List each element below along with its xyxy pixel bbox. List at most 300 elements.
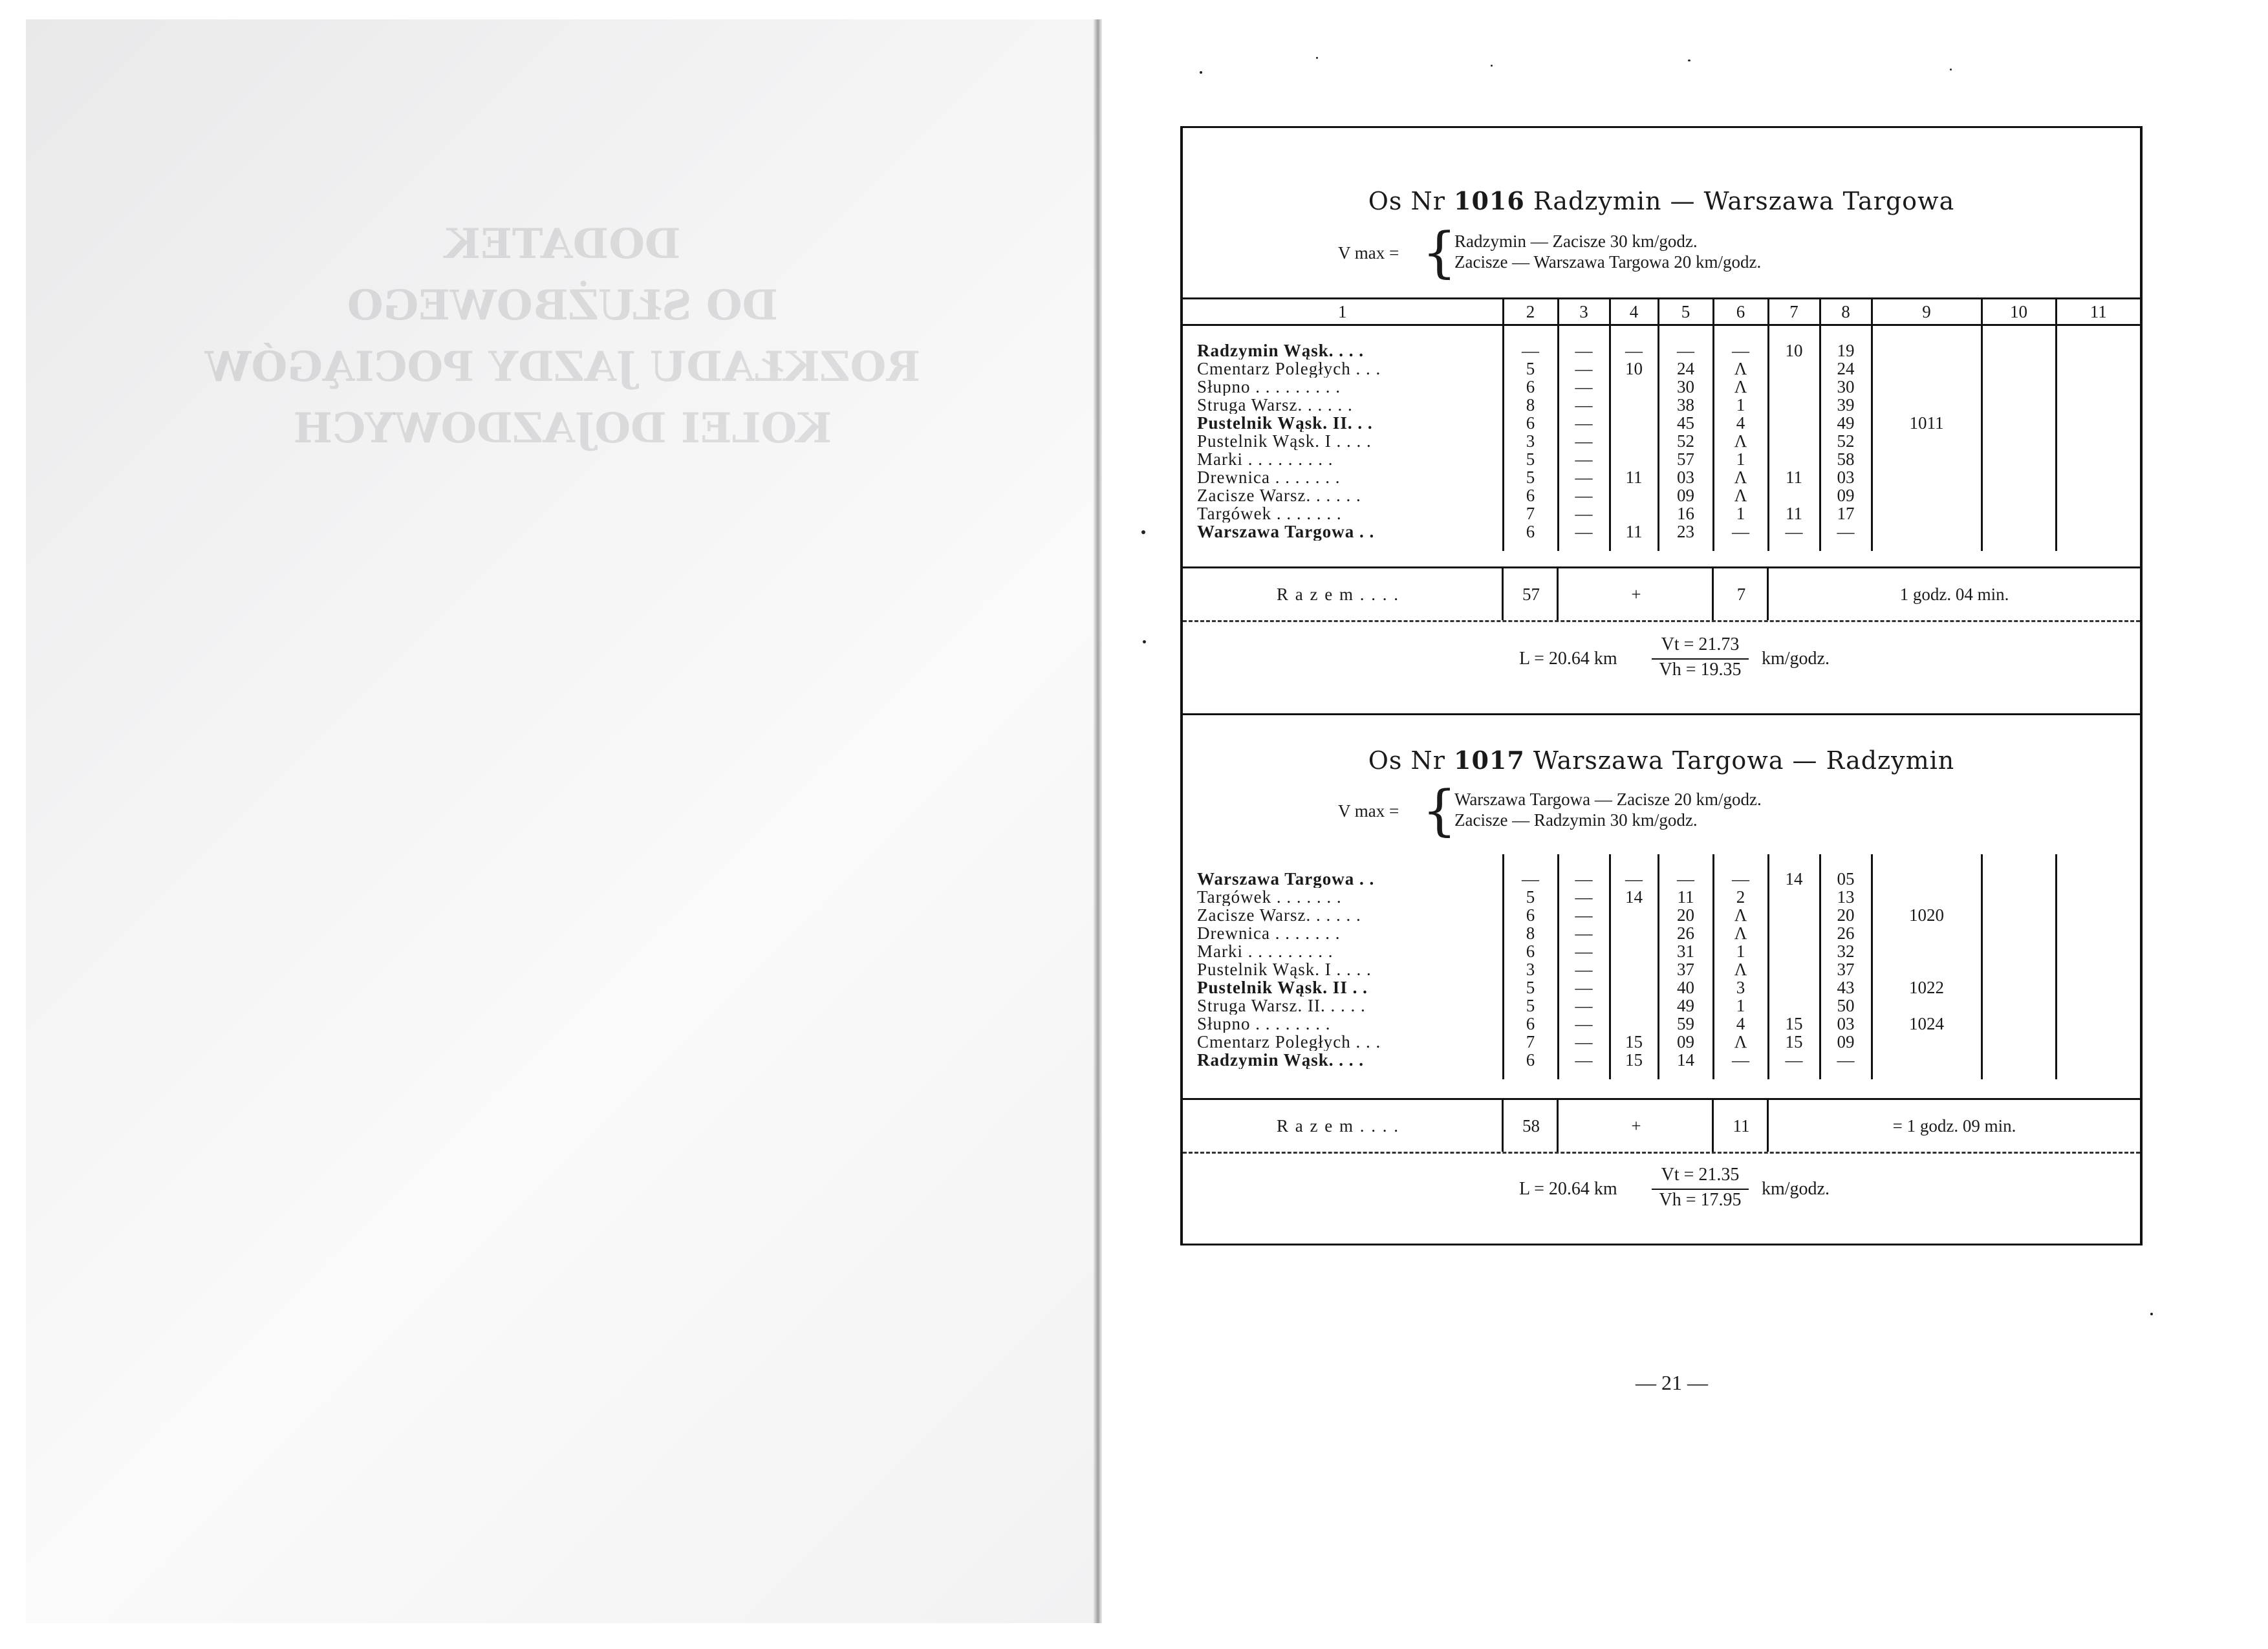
page-number: — 21 —: [1636, 1371, 1708, 1394]
empty-cell: [2056, 486, 2140, 504]
empty-cell: [1982, 888, 2056, 906]
cell-c2: 6: [1503, 378, 1558, 396]
empty-cell: [1982, 468, 2056, 486]
cell-c5: 24: [1658, 360, 1713, 378]
cell-c3: —: [1558, 432, 1610, 450]
table-row: [1183, 504, 2140, 523]
cell-c2: 5: [1503, 468, 1558, 486]
brace-icon: {: [1422, 221, 1457, 284]
cell-c8: 50: [1820, 997, 1872, 1015]
table-row: [1183, 486, 2140, 504]
cell-c4: 11: [1610, 468, 1658, 486]
empty-cell: [2056, 378, 2140, 396]
cell-c9: [1872, 468, 1982, 486]
cell-c9: [1872, 1033, 1982, 1051]
station-name: Pustelnik Wąsk. II. . .: [1183, 414, 1503, 432]
station-name: Marki . . . . . . . . .: [1183, 450, 1503, 468]
vmax-label: V max =: [1338, 243, 1399, 263]
cell-c3: —: [1558, 414, 1610, 432]
cell-c9: [1872, 1051, 1982, 1069]
cell-c9: [1872, 504, 1982, 523]
cell-c9: 1022: [1872, 978, 1982, 997]
empty-cell: [2056, 1015, 2140, 1033]
cell-c9: 1011: [1872, 414, 1982, 432]
cell-c7: [1768, 486, 1820, 504]
cell-c5: 23: [1658, 523, 1713, 541]
cell-c2: 8: [1503, 924, 1558, 942]
train-title: [1183, 186, 2140, 215]
empty-cell: [1982, 997, 2056, 1015]
cell-c7: [1768, 378, 1820, 396]
cell-c8: 20: [1820, 906, 1872, 924]
empty-cell: [2056, 1033, 2140, 1051]
empty-cell: [2056, 523, 2140, 541]
cell-c8: 03: [1820, 468, 1872, 486]
book-spine: [1093, 19, 1102, 1623]
table-row: [1183, 1015, 2140, 1033]
cell-c4: —: [1610, 341, 1658, 360]
table-row: [1183, 341, 2140, 360]
empty-cell: [2056, 960, 2140, 978]
cell-c4: [1610, 396, 1658, 414]
cell-c6: —: [1713, 341, 1768, 360]
empty-cell: [1982, 906, 2056, 924]
empty-cell: [1982, 1051, 2056, 1069]
empty-cell: [2056, 870, 2140, 888]
empty-cell: [1982, 978, 2056, 997]
cell-c3: —: [1558, 378, 1610, 396]
empty-cell: [1982, 396, 2056, 414]
cell-c5: 38: [1658, 396, 1713, 414]
speed-unit: km/godz.: [1762, 649, 1830, 669]
scan-speck: [2150, 1313, 2153, 1315]
empty-cell: [2056, 396, 2140, 414]
cell-c8: 43: [1820, 978, 1872, 997]
header-cell: 8: [1820, 299, 1872, 325]
cell-c5: 49: [1658, 997, 1713, 1015]
station-name: Zacisze Warsz. . . . . .: [1183, 486, 1503, 504]
cell-c6: 2: [1713, 888, 1768, 906]
ghost-line: DODATEK: [444, 220, 681, 268]
table-row: [1183, 396, 2140, 414]
cell-c8: 32: [1820, 942, 1872, 960]
empty-cell: [1982, 523, 2056, 541]
cell-c6: Λ: [1713, 924, 1768, 942]
total-label: R a z e m . . . .: [1277, 585, 1399, 604]
cell-c2: 7: [1503, 1033, 1558, 1051]
cell-c9: 1020: [1872, 906, 1982, 924]
train-number: 1016: [1454, 186, 1525, 215]
cell-c9: [1872, 432, 1982, 450]
cell-c3: —: [1558, 960, 1610, 978]
right-page: [1103, 19, 2241, 1623]
station-name: Pustelnik Wąsk. I . . . .: [1183, 960, 1503, 978]
cell-c8: 19: [1820, 341, 1872, 360]
empty-cell: [1982, 870, 2056, 888]
total-time: = 1 godz. 09 min.: [1892, 1116, 2016, 1136]
vmax-line: Zacisze — Radzymin 30 km/godz.: [1454, 810, 1698, 830]
cell-c3: —: [1558, 1015, 1610, 1033]
section-separator: [1183, 713, 2140, 715]
cell-c6: —: [1713, 523, 1768, 541]
cell-c7: [1768, 942, 1820, 960]
cell-c6: Λ: [1713, 906, 1768, 924]
cell-c6: 4: [1713, 414, 1768, 432]
cell-c7: 15: [1768, 1015, 1820, 1033]
cell-c6: —: [1713, 1051, 1768, 1069]
cell-c3: —: [1558, 504, 1610, 523]
cell-c5: 09: [1658, 1033, 1713, 1051]
table-row: [1183, 906, 2140, 924]
cell-c9: [1872, 924, 1982, 942]
cell-c3: —: [1558, 997, 1610, 1015]
cell-c9: [1872, 523, 1982, 541]
cell-c7: [1768, 414, 1820, 432]
header-row: [1183, 299, 2140, 325]
cell-c9: [1872, 870, 1982, 888]
cell-c7: 10: [1768, 341, 1820, 360]
cell-c2: —: [1503, 870, 1558, 888]
empty-cell: [2056, 468, 2140, 486]
total-plus: +: [1631, 585, 1641, 604]
vt-text: Vt = 21.35: [1661, 1165, 1740, 1185]
table-row: [1183, 450, 2140, 468]
vh-text: Vh = 17.95: [1659, 1190, 1742, 1210]
total-stop: 7: [1736, 585, 1746, 604]
cell-c5: 11: [1658, 888, 1713, 906]
cell-c4: [1610, 504, 1658, 523]
cell-c6: Λ: [1713, 486, 1768, 504]
cell-c6: 3: [1713, 978, 1768, 997]
empty-cell: [1982, 432, 2056, 450]
cell-c3: —: [1558, 1051, 1610, 1069]
cell-c7: [1768, 888, 1820, 906]
cell-c2: 3: [1503, 960, 1558, 978]
empty-cell: [2056, 997, 2140, 1015]
total-run: 57: [1522, 585, 1540, 604]
cell-c7: [1768, 924, 1820, 942]
cell-c8: 37: [1820, 960, 1872, 978]
cell-c7: 11: [1768, 468, 1820, 486]
station-name: Radzymin Wąsk. . . .: [1183, 341, 1503, 360]
total-label: R a z e m . . . .: [1277, 1116, 1399, 1136]
vmax-label: V max =: [1338, 801, 1399, 821]
cell-c6: 1: [1713, 997, 1768, 1015]
cell-c6: 4: [1713, 1015, 1768, 1033]
cell-c4: [1610, 997, 1658, 1015]
cell-c8: 09: [1820, 486, 1872, 504]
cell-c2: 3: [1503, 432, 1558, 450]
cell-c3: —: [1558, 486, 1610, 504]
table-row: [1183, 1051, 2140, 1069]
vmax-line: Zacisze — Warszawa Targowa 20 km/godz.: [1454, 252, 1762, 272]
cell-c6: Λ: [1713, 468, 1768, 486]
cell-c4: 15: [1610, 1051, 1658, 1069]
empty-cell: [2056, 504, 2140, 523]
cell-c7: [1768, 360, 1820, 378]
cell-c8: 52: [1820, 432, 1872, 450]
cell-c9: [1872, 997, 1982, 1015]
cell-c8: —: [1820, 1051, 1872, 1069]
cell-c8: 09: [1820, 1033, 1872, 1051]
train-prefix: Os Nr: [1368, 746, 1445, 775]
cell-c6: Λ: [1713, 960, 1768, 978]
station-name: Zacisze Warsz. . . . . .: [1183, 906, 1503, 924]
cell-c4: [1610, 432, 1658, 450]
station-name: Cmentarz Poległych . . .: [1183, 360, 1503, 378]
cell-c4: [1610, 414, 1658, 432]
empty-cell: [2056, 942, 2140, 960]
cell-c4: [1610, 1015, 1658, 1033]
cell-c6: —: [1713, 870, 1768, 888]
station-name: Drewnica . . . . . . .: [1183, 468, 1503, 486]
header-cell: 1: [1183, 299, 1503, 325]
cell-c6: 1: [1713, 450, 1768, 468]
empty-cell: [1982, 341, 2056, 360]
train-number: 1017: [1454, 746, 1525, 775]
empty-cell: [1982, 924, 2056, 942]
station-name: Warszawa Targowa . .: [1183, 870, 1503, 888]
cell-c6: 1: [1713, 504, 1768, 523]
table-row: [1183, 432, 2140, 450]
timetable-frame: [1180, 126, 2143, 1245]
length-text: L = 20.64 km: [1519, 1179, 1617, 1199]
cell-c8: 03: [1820, 1015, 1872, 1033]
cell-c6: Λ: [1713, 378, 1768, 396]
header-cell: 11: [2056, 299, 2140, 325]
cell-c2: 5: [1503, 360, 1558, 378]
empty-cell: [2056, 432, 2140, 450]
cell-c3: —: [1558, 906, 1610, 924]
cell-c5: —: [1658, 341, 1713, 360]
cell-c2: 6: [1503, 523, 1558, 541]
table-row: [1183, 523, 2140, 541]
cell-c2: 6: [1503, 1015, 1558, 1033]
cell-c4: 11: [1610, 523, 1658, 541]
cell-c3: —: [1558, 870, 1610, 888]
table-row: [1183, 960, 2140, 978]
empty-cell: [2056, 888, 2140, 906]
cell-c8: 13: [1820, 888, 1872, 906]
ghost-line: DO SŁUŻBOWEGO: [347, 281, 779, 330]
scan-speck: [1316, 57, 1318, 59]
cell-c3: —: [1558, 523, 1610, 541]
cell-c3: —: [1558, 341, 1610, 360]
cell-c2: 6: [1503, 1051, 1558, 1069]
header-cell: 5: [1658, 299, 1713, 325]
cell-c2: 7: [1503, 504, 1558, 523]
empty-cell: [1982, 486, 2056, 504]
cell-c4: [1610, 378, 1658, 396]
cell-c7: —: [1768, 1051, 1820, 1069]
cell-c5: 26: [1658, 924, 1713, 942]
cell-c4: [1610, 942, 1658, 960]
scan-speck: [1143, 640, 1146, 643]
cell-c3: —: [1558, 888, 1610, 906]
cell-c7: 14: [1768, 870, 1820, 888]
ghost-line: KOLEI DOJAZDOWYCH: [293, 404, 832, 453]
total-stop: 11: [1733, 1116, 1750, 1136]
empty-cell: [1982, 378, 2056, 396]
header-cell: 4: [1610, 299, 1658, 325]
cell-c7: 11: [1768, 504, 1820, 523]
cell-c9: [1872, 341, 1982, 360]
table-row: [1183, 888, 2140, 906]
scan-speck: [1141, 530, 1145, 534]
empty-cell: [1982, 360, 2056, 378]
cell-c8: 39: [1820, 396, 1872, 414]
empty-cell: [2056, 924, 2140, 942]
left-page: [26, 19, 1099, 1623]
station-name: Struga Warsz. . . . . .: [1183, 396, 1503, 414]
empty-cell: [1982, 1033, 2056, 1051]
cell-c5: 40: [1658, 978, 1713, 997]
scan-speck: [1200, 71, 1202, 74]
cell-c5: 03: [1658, 468, 1713, 486]
station-name: Warszawa Targowa . .: [1183, 523, 1503, 541]
cell-c4: [1610, 906, 1658, 924]
cell-c9: [1872, 360, 1982, 378]
table-row: [1183, 870, 2140, 888]
cell-c2: 6: [1503, 486, 1558, 504]
cell-c9: [1872, 942, 1982, 960]
cell-c8: 24: [1820, 360, 1872, 378]
station-name: Targówek . . . . . . .: [1183, 888, 1503, 906]
cell-c2: 5: [1503, 997, 1558, 1015]
ghost-line: ROZKŁADU JAZDY POCIĄGÓW: [204, 343, 921, 391]
empty-cell: [2056, 978, 2140, 997]
empty-cell: [1982, 1015, 2056, 1033]
cell-c8: 58: [1820, 450, 1872, 468]
table-row: [1183, 468, 2140, 486]
station-name: Pustelnik Wąsk. I . . . .: [1183, 432, 1503, 450]
cell-c5: 16: [1658, 504, 1713, 523]
cell-c8: 05: [1820, 870, 1872, 888]
table-row: [1183, 978, 2140, 997]
cell-c3: —: [1558, 450, 1610, 468]
cell-c7: [1768, 978, 1820, 997]
empty-cell: [1982, 960, 2056, 978]
cell-c4: [1610, 486, 1658, 504]
empty-cell: [1982, 450, 2056, 468]
empty-cell: [1982, 414, 2056, 432]
cell-c5: 57: [1658, 450, 1713, 468]
cell-c9: [1872, 396, 1982, 414]
speed-unit: km/godz.: [1762, 1179, 1830, 1199]
cell-c7: [1768, 432, 1820, 450]
cell-c4: [1610, 450, 1658, 468]
cell-c8: 49: [1820, 414, 1872, 432]
cell-c4: 14: [1610, 888, 1658, 906]
cell-c7: [1768, 997, 1820, 1015]
station-name: Drewnica . . . . . . .: [1183, 924, 1503, 942]
cell-c5: 59: [1658, 1015, 1713, 1033]
cell-c6: Λ: [1713, 360, 1768, 378]
cell-c4: [1610, 960, 1658, 978]
vmax-line: Radzymin — Zacisze 30 km/godz.: [1454, 232, 1698, 251]
cell-c7: [1768, 396, 1820, 414]
cell-c6: Λ: [1713, 1033, 1768, 1051]
cell-c4: —: [1610, 870, 1658, 888]
cell-c7: [1768, 450, 1820, 468]
scan-speck: [1491, 65, 1493, 67]
header-cell: 3: [1558, 299, 1610, 325]
empty-cell: [2056, 341, 2140, 360]
cell-c8: —: [1820, 523, 1872, 541]
scan-speck: [1688, 59, 1690, 61]
total-row: [1183, 566, 2140, 622]
cell-c3: —: [1558, 942, 1610, 960]
cell-c2: 6: [1503, 906, 1558, 924]
cell-c6: Λ: [1713, 432, 1768, 450]
cell-c3: —: [1558, 1033, 1610, 1051]
cell-c7: [1768, 960, 1820, 978]
train-title: [1183, 746, 2140, 775]
header-cell: 10: [1982, 299, 2056, 325]
cell-c5: 20: [1658, 906, 1713, 924]
total-plus: +: [1631, 1116, 1641, 1136]
cell-c4: [1610, 924, 1658, 942]
table-row: [1183, 360, 2140, 378]
cell-c7: 15: [1768, 1033, 1820, 1051]
station-name: Marki . . . . . . . . .: [1183, 942, 1503, 960]
cell-c3: —: [1558, 360, 1610, 378]
cell-c5: 45: [1658, 414, 1713, 432]
cell-c3: —: [1558, 978, 1610, 997]
cell-c8: 26: [1820, 924, 1872, 942]
cell-c3: —: [1558, 924, 1610, 942]
empty-cell: [1982, 942, 2056, 960]
cell-c5: 31: [1658, 942, 1713, 960]
cell-c5: —: [1658, 870, 1713, 888]
cell-c3: —: [1558, 396, 1610, 414]
scan-speck: [1950, 69, 1952, 70]
vh-text: Vh = 19.35: [1659, 660, 1742, 680]
cell-c4: [1610, 978, 1658, 997]
cell-c7: [1768, 906, 1820, 924]
table-row: [1183, 414, 2140, 432]
header-cell: 7: [1768, 299, 1820, 325]
station-name: Pustelnik Wąsk. II . .: [1183, 978, 1503, 997]
cell-c9: [1872, 450, 1982, 468]
header-cell: 9: [1872, 299, 1982, 325]
station-name: Cmentarz Poległych . . .: [1183, 1033, 1503, 1051]
cell-c9: [1872, 486, 1982, 504]
table-row: [1183, 924, 2140, 942]
cell-c2: 5: [1503, 450, 1558, 468]
cell-c9: [1872, 960, 1982, 978]
vt-text: Vt = 21.73: [1661, 634, 1740, 654]
train-route: Warszawa Targowa — Radzymin: [1533, 746, 1955, 775]
empty-cell: [2056, 1051, 2140, 1069]
cell-c7: —: [1768, 523, 1820, 541]
timetable-table: [1183, 854, 2140, 1079]
timetable-table: [1183, 297, 2140, 551]
cell-c9: 1024: [1872, 1015, 1982, 1033]
cell-c5: 30: [1658, 378, 1713, 396]
empty-cell: [2056, 414, 2140, 432]
cell-c2: 6: [1503, 942, 1558, 960]
station-name: Targówek . . . . . . .: [1183, 504, 1503, 523]
header-cell: 2: [1503, 299, 1558, 325]
empty-cell: [2056, 906, 2140, 924]
cell-c5: 52: [1658, 432, 1713, 450]
cell-c3: —: [1558, 468, 1610, 486]
cell-c9: [1872, 888, 1982, 906]
total-row: [1183, 1098, 2140, 1154]
cell-c2: 6: [1503, 414, 1558, 432]
station-name: Radzymin Wąsk. . . .: [1183, 1051, 1503, 1069]
